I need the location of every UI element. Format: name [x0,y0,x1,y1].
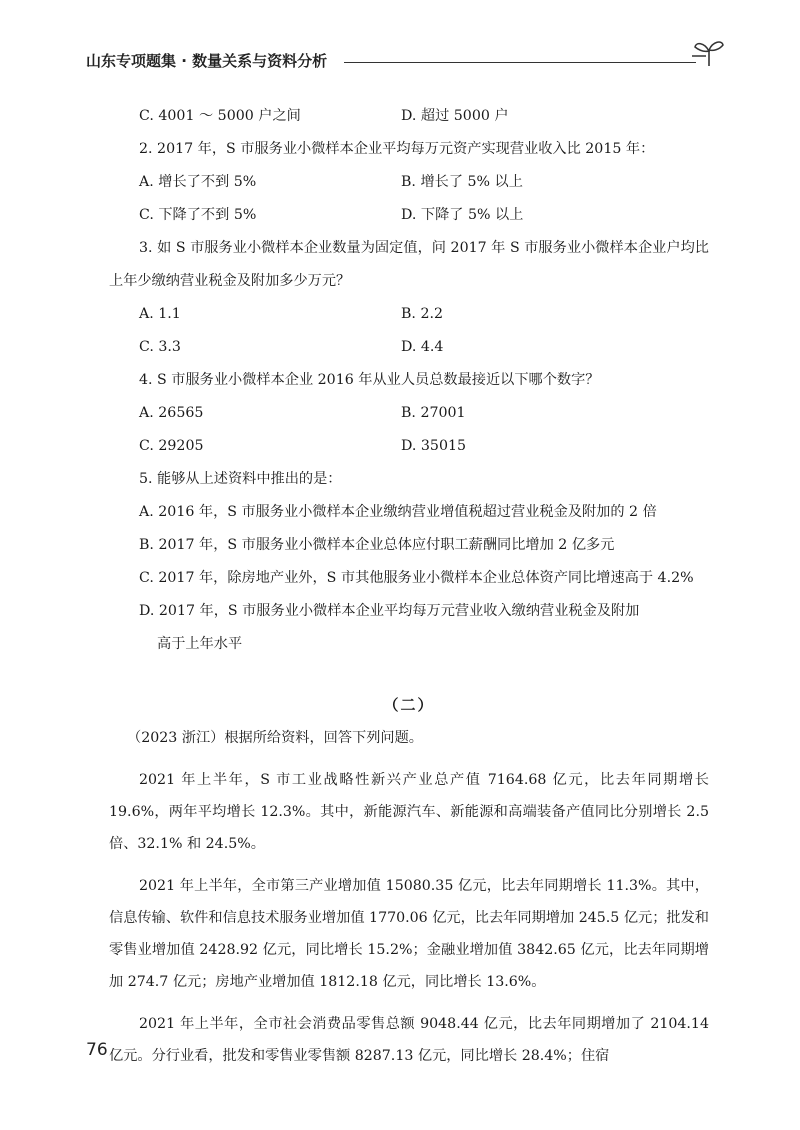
sprout-icon [692,38,726,68]
option-d-line1: D. 2017 年，S 市服务业小微样本企业平均每万元营业收入缴纳营业税金及附加 [139,603,640,619]
section-title: （二） [383,696,435,714]
option-a: A. 26565 [139,405,204,421]
paragraph-2: 2021 年上半年，全市第三产业增加值 15080.35 亿元，比去年同期增长 11.3%。其中，信息传输、软件和信息技术服务业增加值 1770.06 亿元，比去年同期增加 245.5 亿元；批发和零售业增加值 2428.92 亿元，同比增长 15.2%；金融业增加值 3842.65 亿元，比去年同期增加 274.7 亿元；房地产业增加值 1812.18 亿元，同比增长 13.6%。 [109,878,709,990]
option-d [109,595,709,661]
option-b: B. 2.2 [401,306,444,322]
question-5-stem: 5. 能够从上述资料中推出的是： [139,471,342,487]
running-header [86,44,726,74]
option-b: B. 27001 [401,405,466,421]
question-2-options-ab [109,166,709,199]
question-2-options-cd [109,199,709,232]
option-b: B. 增长了 5% 以上 [401,174,523,190]
question-4-options-ab [109,397,709,430]
question-4-stem: 4. S 市服务业小微样本企业 2016 年从业人员总数最接近以下哪个数字？ [139,372,600,388]
question-3-options-ab [109,298,709,331]
option-c: C. 4001 ～ 5000 户之间 [139,108,301,124]
header-title: 山东专项题集 · 数量关系与资料分析 [86,52,328,70]
option-a: A. 2016 年，S 市服务业小微样本企业缴纳营业增值税超过营业税金及附加的 2 倍 [139,504,657,520]
option-c: C. 下降了不到 5% [139,207,257,223]
option-c: C. 3.3 [139,339,181,355]
question-3-options-cd [109,331,709,364]
option-a: A. 增长了不到 5% [139,174,257,190]
page-number: 76 [86,1040,108,1060]
option-d-line2: 高于上年水平 [157,636,243,652]
option-c: C. 29205 [139,438,204,454]
option-d: D. 下降了 5% 以上 [401,207,524,223]
option-d: D. 4.4 [401,339,444,355]
header-rule [344,62,696,63]
paragraph-1: 2021 年上半年，S 市工业战略性新兴产业总产值 7164.68 亿元，比去年同期增长 19.6%，两年平均增长 12.3%。其中，新能源汽车、新能源和高端装备产值同比分别增长 2.5 倍、32.1% 和 24.5%。 [109,772,709,852]
question-1-options-cd [109,100,709,133]
section-intro: （2023 浙江）根据所给资料，回答下列问题。 [127,730,423,746]
option-d: D. 超过 5000 户 [401,108,509,124]
option-c: C. 2017 年，除房地产业外，S 市其他服务业小微样本企业总体资产同比增速高于 4.2% [139,570,694,586]
paragraph-3: 2021 年上半年，全市社会消费品零售总额 9048.44 亿元，比去年同期增加了 2104.14 亿元。分行业看，批发和零售业零售额 8287.13 亿元，同比增长 28.4%；住宿 [109,1016,709,1064]
option-b: B. 2017 年，S 市服务业小微样本企业总体应付职工薪酬同比增加 2 亿多元 [139,537,615,553]
question-2-stem: 2. 2017 年，S 市服务业小微样本企业平均每万元资产实现营业收入比 2015 年： [139,141,655,157]
option-a: A. 1.1 [139,306,181,322]
option-d: D. 35015 [401,438,467,454]
page-content [109,100,709,1072]
question-4-options-cd [109,430,709,463]
question-3-stem: 3. 如 S 市服务业小微样本企业数量为固定值，问 2017 年 S 市服务业小微样本企业户均比上年少缴纳营业税金及附加多少万元？ [109,240,709,289]
